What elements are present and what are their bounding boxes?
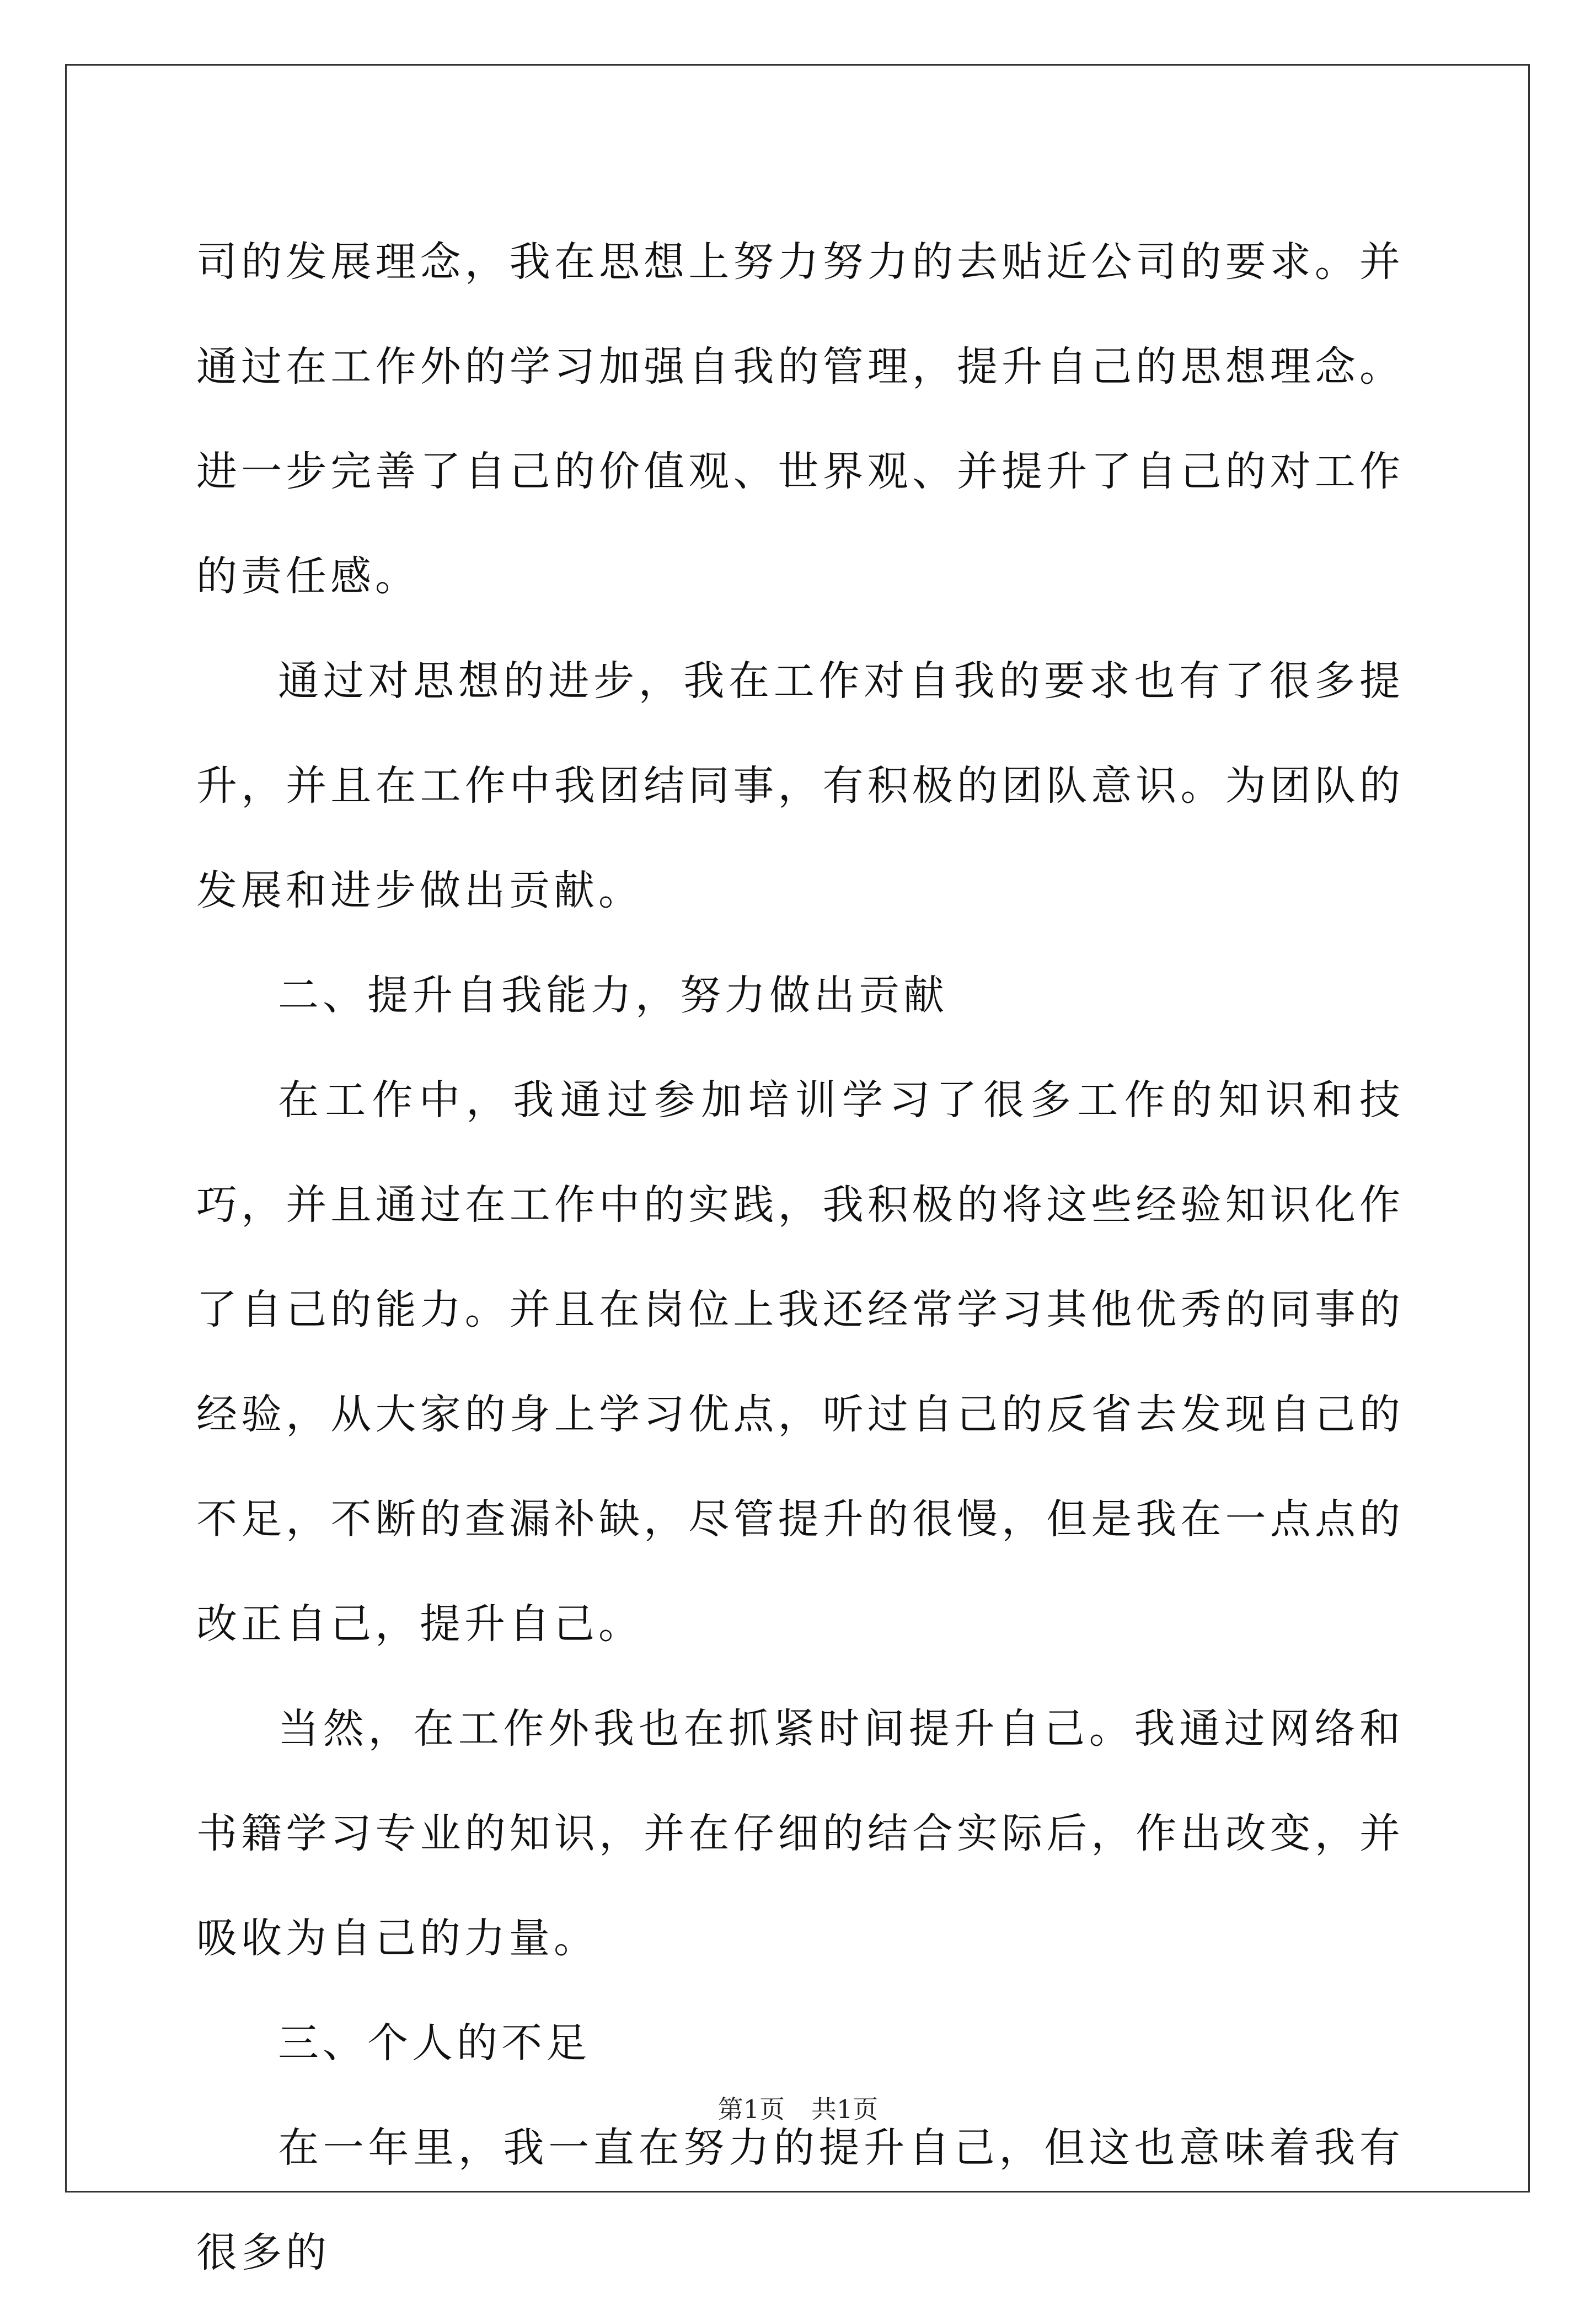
page-number-current: 第1页 [717, 2094, 785, 2124]
page-footer [0, 2093, 1596, 2126]
document-body [196, 210, 1404, 2305]
paragraph-4: 当然，在工作外我也在抓紧时间提升自己。我通过网络和书籍学习专业的知识，并在仔细的结合实际后，作出改变，并吸收为自己的力量。 [196, 1705, 1404, 1962]
section-heading-2: 二、提升自我能力，努力做出贡献 [278, 972, 948, 1019]
paragraph-3: 在工作中，我通过参加培训学习了很多工作的知识和技巧，并且通过在工作中的实践，我积极的将这些经验知识化作了自己的能力。并且在岗位上我还经常学习其他优秀的同事的经验，从大家的身上学习优点，听过自己的反省去发现自己的不足，不断的查漏补缺，尽管提升的很慢，但是我在一点点的改正自己，提升自己。 [196, 1076, 1404, 1648]
paragraph-5: 在一年里，我一直在努力的提升自己，但这也意味着我有很多的 [196, 2124, 1404, 2276]
paragraph-2: 通过对思想的进步，我在工作对自我的要求也有了很多提升，并且在工作中我团结同事，有积极的团队意识。为团队的发展和进步做出贡献。 [196, 657, 1404, 914]
paragraph-1: 司的发展理念，我在思想上努力努力的去贴近公司的要求。并通过在工作外的学习加强自我的管理，提升自己的思想理念。进一步完善了自己的价值观、世界观、并提升了自己的对工作的责任感。 [196, 238, 1404, 600]
section-heading-3: 三、个人的不足 [278, 2019, 591, 2067]
page-number-total: 共1页 [811, 2094, 879, 2124]
